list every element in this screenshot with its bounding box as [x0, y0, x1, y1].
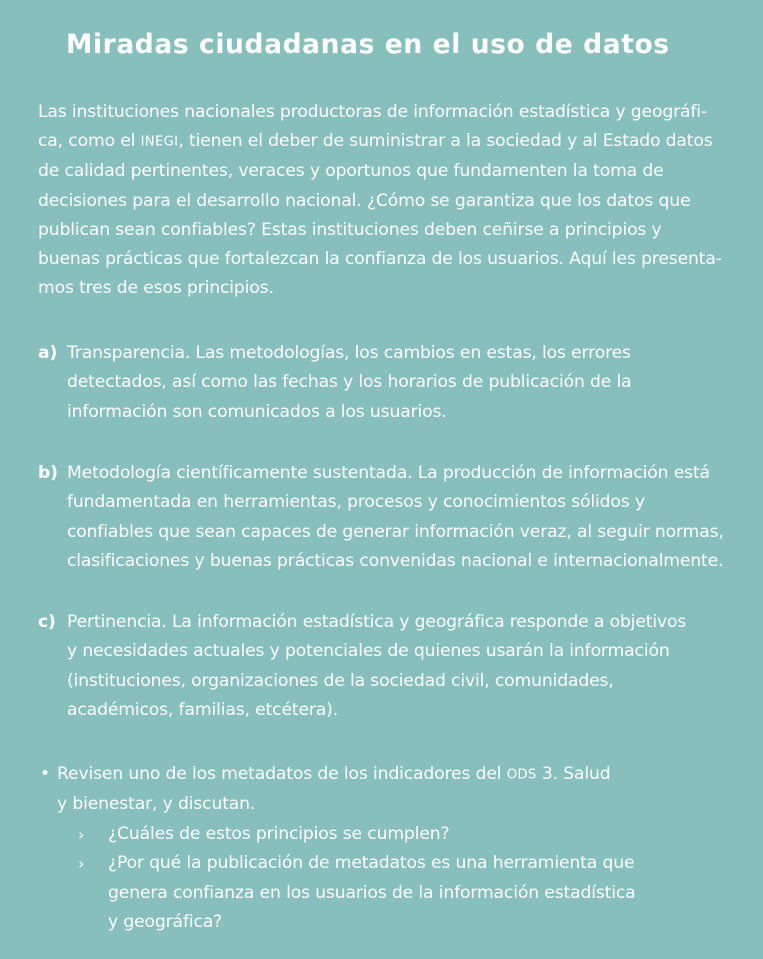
principle-item-b	[38, 459, 748, 576]
principle-line: Metodología científicamente sustentada. La producción de información está	[67, 463, 710, 483]
question-line: genera confianza en los usuarios de la información estadística	[108, 882, 636, 903]
question-text	[108, 849, 748, 937]
activity-bullet	[38, 760, 748, 819]
principle-marker: a)	[38, 343, 58, 363]
question-line: ¿Por qué la publicación de metadatos es una herramienta que	[108, 853, 635, 874]
principle-marker: c)	[38, 612, 56, 632]
principle-item-c	[38, 608, 748, 725]
intro-line: decisiones para el desarrollo nacional. ¿Cómo se garantiza que los datos que	[38, 190, 691, 211]
chevron-right-icon: ›	[78, 825, 85, 844]
question-line: y geográfica?	[108, 911, 223, 932]
question-row	[38, 820, 748, 849]
principle-row	[38, 339, 748, 427]
page-title: Miradas ciudadanas en el uso de datos	[66, 29, 670, 60]
principle-text	[67, 608, 748, 725]
principle-text	[67, 339, 748, 427]
activity-bullet-line: y bienestar, y discutan.	[57, 793, 256, 814]
activity-line-post: 3. Salud	[536, 764, 611, 784]
principle-text	[67, 459, 748, 576]
principle-row	[38, 459, 748, 576]
intro-line-pre: ca, como el	[38, 131, 141, 152]
activity-line-pre: Revisen uno de los metadatos de los indicadores del	[57, 764, 507, 784]
principle-marker: b)	[38, 463, 58, 483]
principle-line: Transparencia. Las metodologías, los cambios en estas, los errores	[67, 343, 631, 363]
principle-item-a	[38, 339, 748, 427]
chevron-right-icon: ›	[78, 854, 85, 874]
activity-bullet-row	[38, 760, 748, 819]
ods-acronym: ODS	[506, 767, 537, 783]
intro-line: mos tres de esos principios.	[38, 278, 274, 299]
principle-line: Pertinencia. La información estadística y geográfica responde a objetivos	[67, 612, 687, 632]
intro-line: buenas prácticas que fortalezcan la confianza de los usuarios. Aquí les presenta-	[38, 249, 722, 270]
activity-bullet-line	[57, 760, 748, 790]
question-line: ¿Cuáles de estos principios se cumplen?	[108, 824, 450, 844]
intro-line: publican sean confiables? Estas instituciones deben ceñirse a principios y	[38, 219, 662, 240]
principle-line: información son comunicados a los usuarios.	[67, 401, 447, 422]
inegi-acronym: INEGI	[140, 134, 179, 150]
intro-line: Las instituciones nacionales productoras de información estadística y geográfi-	[38, 102, 707, 122]
principle-line: (instituciones, organizaciones de la sociedad civil, comunidades,	[67, 670, 614, 691]
principle-line: fundamentada en herramientas, procesos y conocimientos sólidos y	[67, 492, 645, 513]
principle-row	[38, 608, 748, 725]
principle-line: confiables que sean capaces de generar información veraz, al seguir normas,	[67, 521, 724, 542]
question-row	[38, 849, 748, 937]
activity-bullet-text	[57, 760, 748, 819]
bullet-icon: •	[40, 764, 50, 784]
intro-line: de calidad pertinentes, veraces y oportunos que fundamenten la toma de	[38, 161, 664, 182]
intro-line-post: , tienen el deber de suministrar a la sociedad y al Estado datos	[178, 131, 713, 152]
intro-line	[38, 127, 744, 157]
activity-questions	[38, 820, 748, 937]
question-text	[108, 820, 748, 849]
principle-line: clasificaciones y buenas prácticas convenidas nacional e internacionalmente.	[67, 550, 724, 571]
principle-line: y necesidades actuales y potenciales de quienes usarán la información	[67, 641, 670, 662]
principle-line: académicos, familias, etcétera).	[67, 699, 339, 720]
principle-line: detectados, así como las fechas y los horarios de publicación de la	[67, 372, 632, 393]
intro-paragraph	[38, 98, 744, 304]
